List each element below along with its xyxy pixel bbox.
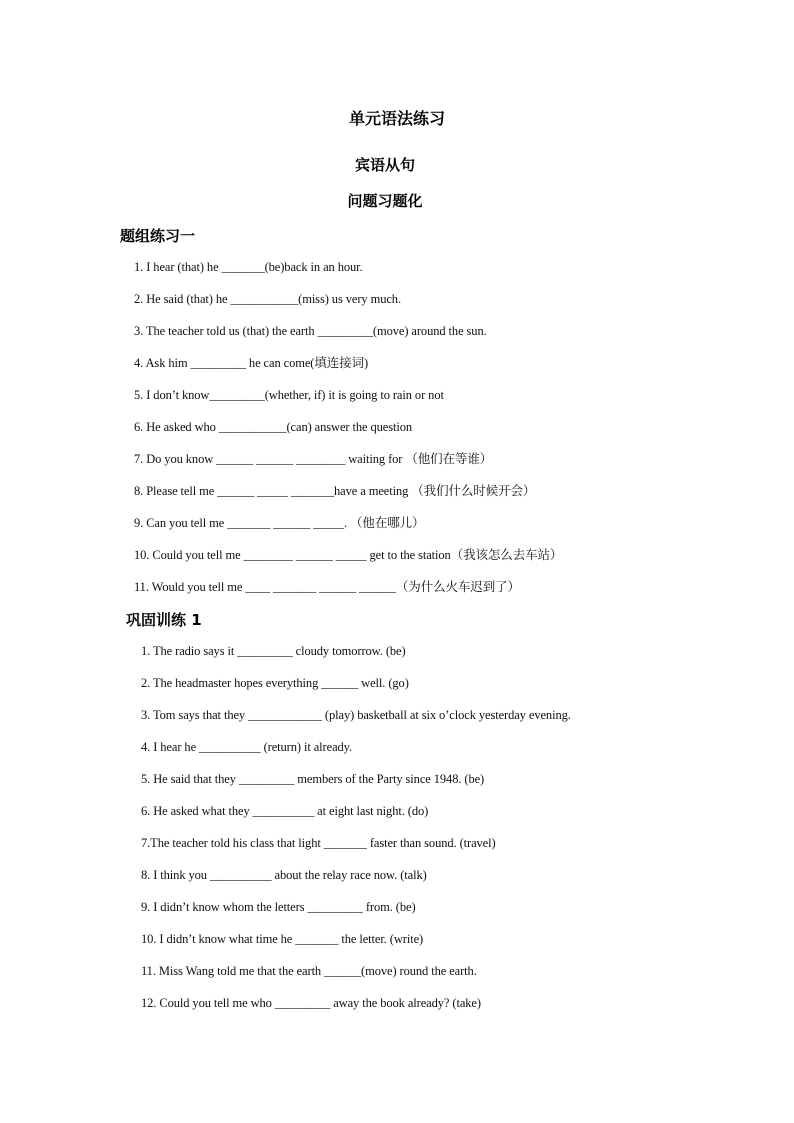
exercise-item: 2. He said (that) he ___________(miss) us very much. xyxy=(134,292,401,306)
exercise-item: 3. Tom says that they ____________ (play) basketball at six o’clock yesterday evening. xyxy=(141,708,571,722)
exercise-item: 5. He said that they _________ members of the Party since 1948. (be) xyxy=(141,772,485,786)
exercise-item: 10. I didn’t know what time he _______ the letter. (write) xyxy=(141,932,424,946)
exercise-item: 4. Ask him _________ he can come(填连接词) xyxy=(134,356,369,370)
exercise-list-2 xyxy=(141,641,571,1025)
exercise-item: 7.The teacher told his class that light _______ faster than sound. (travel) xyxy=(141,836,496,850)
exercise-item: 9. I didn’t know whom the letters _________ from. (be) xyxy=(141,900,416,914)
exercise-item: 11. Miss Wang told me that the earth ______(move) round the earth. xyxy=(141,964,477,978)
page-subtitle: 宾语从句 xyxy=(354,156,415,174)
exercise-item: 6. He asked who ___________(can) answer the question xyxy=(134,420,413,434)
exercise-item: 3. The teacher told us (that) the earth _________(move) around the sun. xyxy=(134,324,487,338)
exercise-item: 8. Please tell me ______ _____ _______have a meeting （我们什么时候开会） xyxy=(134,484,536,498)
section-heading-2: 巩固训练 1 xyxy=(126,611,202,629)
exercise-item: 8. I think you __________ about the relay race now. (talk) xyxy=(141,868,427,882)
exercise-item: 11. Would you tell me ____ _______ ______ ______（为什么火车迟到了） xyxy=(134,580,520,594)
exercise-item: 12. Could you tell me who _________ away the book already? (take) xyxy=(141,996,481,1010)
exercise-item: 1. I hear (that) he _______(be)back in an hour. xyxy=(134,260,363,274)
exercise-item: 9. Can you tell me _______ ______ _____. （他在哪儿） xyxy=(134,516,425,530)
exercise-item: 10. Could you tell me ________ ______ _____ get to the station（我该怎么去车站） xyxy=(134,548,563,562)
exercise-item: 4. I hear he __________ (return) it already. xyxy=(141,740,353,754)
exercise-list-1 xyxy=(134,257,562,609)
exercise-item: 1. The radio says it _________ cloudy tomorrow. (be) xyxy=(141,644,406,658)
section-heading-1: 题组练习一 xyxy=(120,227,196,245)
page-subtitle-2: 问题习题化 xyxy=(347,192,423,210)
page-title: 单元语法练习 xyxy=(348,109,445,128)
exercise-item: 2. The headmaster hopes everything ______ well. (go) xyxy=(141,676,409,690)
exercise-item: 5. I don’t know_________(whether, if) it is going to rain or not xyxy=(134,388,444,402)
exercise-item: 6. He asked what they __________ at eight last night. (do) xyxy=(141,804,429,818)
exercise-item: 7. Do you know ______ ______ ________ waiting for （他们在等谁） xyxy=(134,452,493,466)
